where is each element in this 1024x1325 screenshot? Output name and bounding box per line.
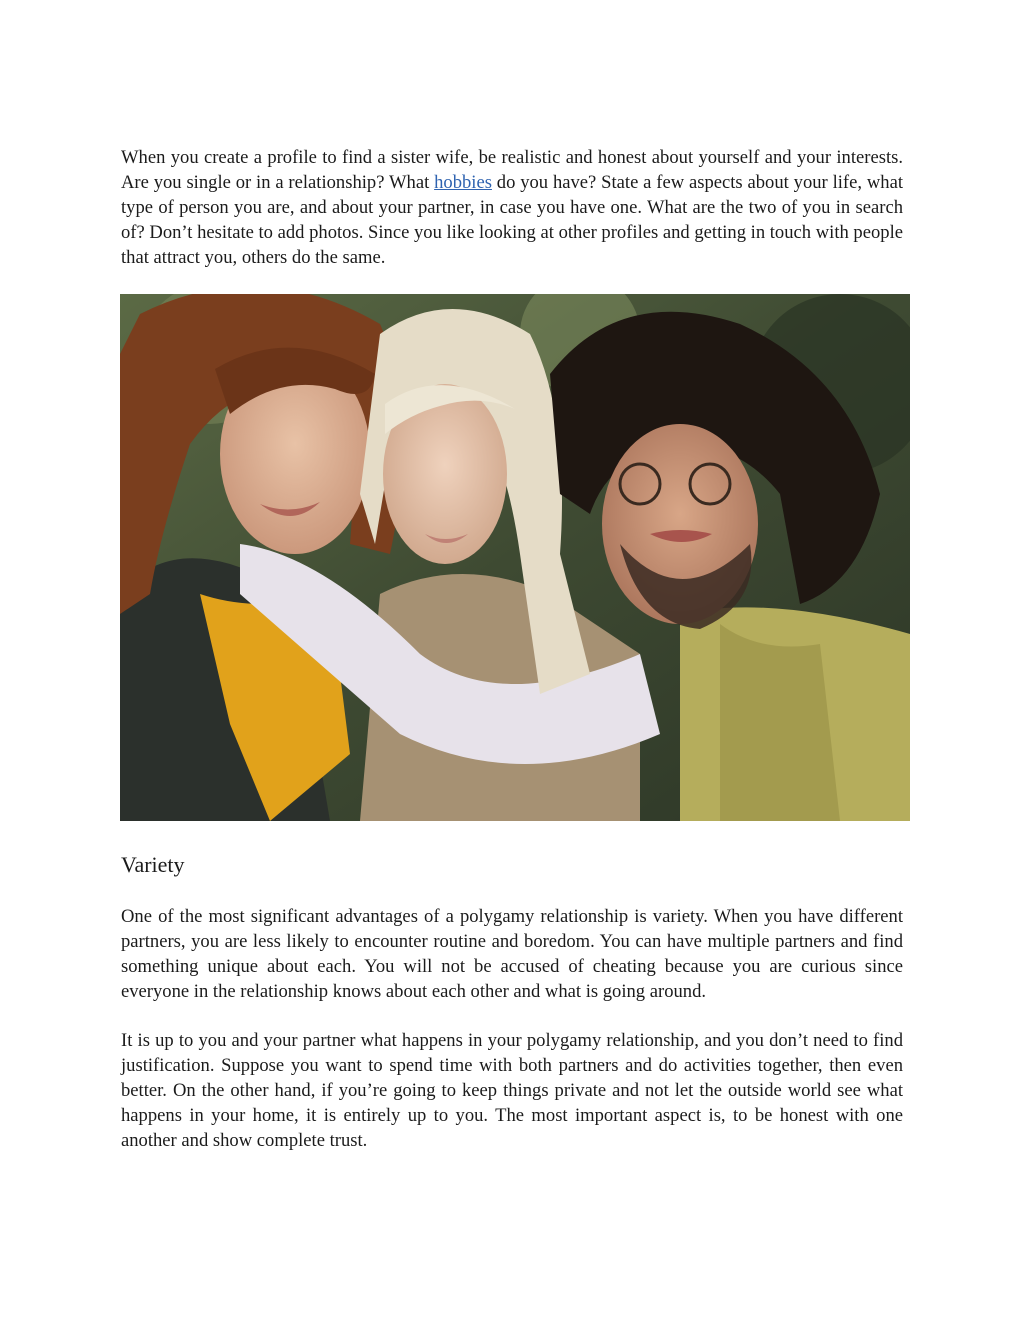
variety-paragraph-1: One of the most significant advantages of a polygamy relationship is variety. When you have different partners, you are less likely to encounter routine and boredom. You can have multiple partners and find something unique about each. You will not be accused of cheating because you are curious since everyone in the relationship knows about each other and what is going around. — [121, 906, 903, 1002]
intro-text-before-link: When you create a profile to find a sister wife, be realistic and honest about yourself and your interests. Are you single or in a relationship? What — [121, 147, 903, 193]
intro-paragraph — [121, 145, 903, 270]
intro-text-after-link: do you have? State a few aspects about your life, what type of person you are, and about your partner, in case you have one. What are the two of you in search of? Don’t hesitate to add photos. Since you like looking at other profiles and getting in touch with people that attract you, others do the same. — [121, 172, 903, 268]
section-heading-variety: Variety — [121, 852, 185, 877]
three-people-photo — [120, 294, 910, 821]
hobbies-link[interactable]: hobbies — [434, 172, 492, 193]
variety-paragraph-2: It is up to you and your partner what happens in your polygamy relationship, and you don’t need to find justification. Suppose you want to spend time with both partners and do activities together, then even better. On the other hand, if you’re going to keep things private and not let the outside world see what happens in your home, it is entirely up to you. The most important aspect is, to be honest with one another and show complete trust. — [121, 1030, 903, 1151]
